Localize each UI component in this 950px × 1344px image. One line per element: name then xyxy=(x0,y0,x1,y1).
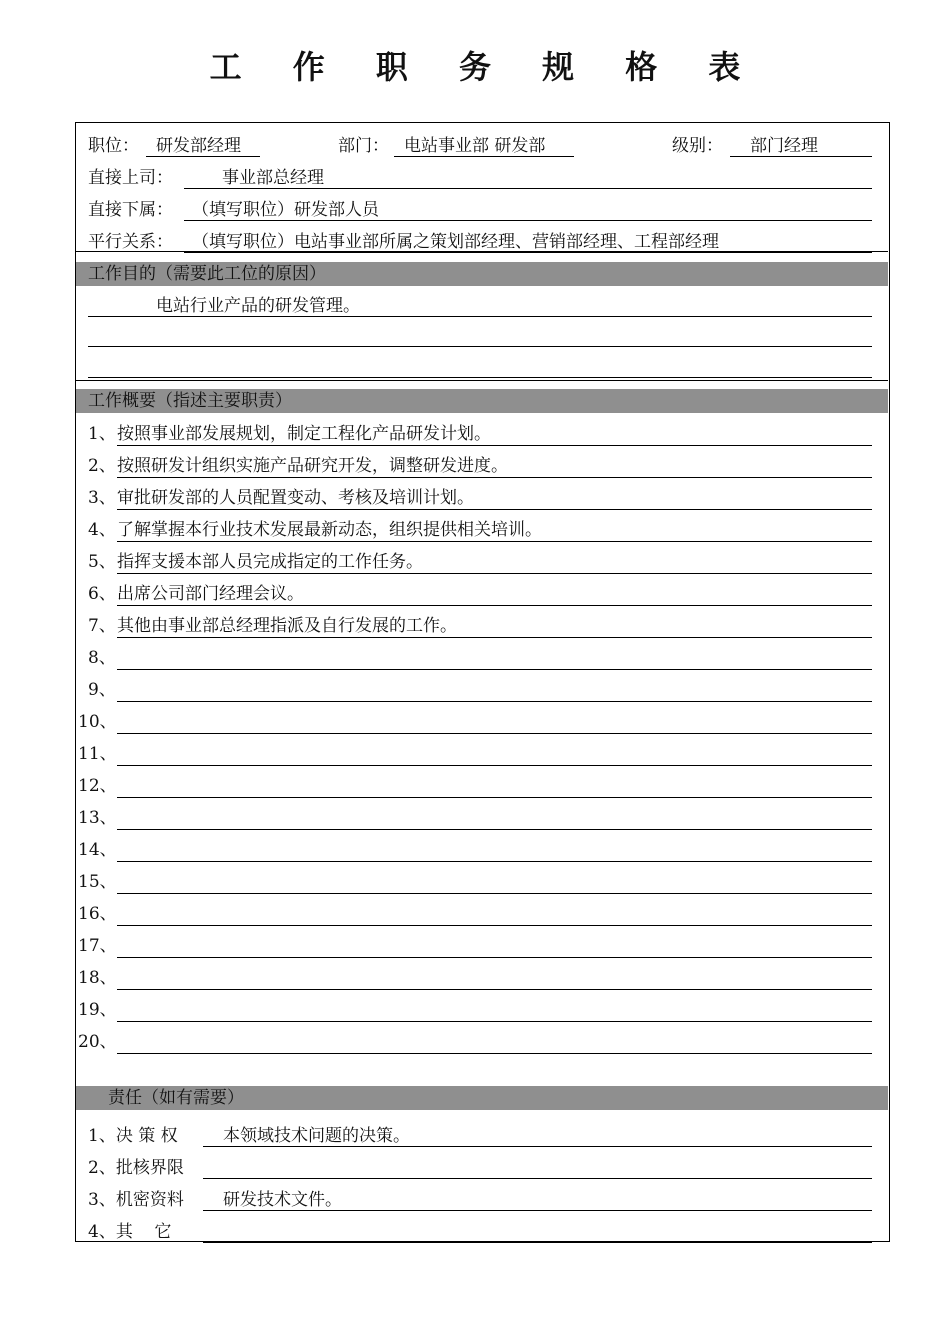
parallel-value[interactable]: （填写职位）电站事业部所属之策划部经理、营销部经理、工程部经理 xyxy=(184,229,872,253)
position-label: 职位： xyxy=(88,136,139,156)
summary-item-number: 9、 xyxy=(88,680,116,700)
summary-item-number: 19、 xyxy=(78,1000,117,1020)
summary-item-text[interactable] xyxy=(117,933,872,958)
form-frame xyxy=(75,122,890,1242)
responsibility-label: 1、决 策 权 xyxy=(88,1126,178,1146)
form-title: 工 作 职 务 规 格 表 xyxy=(209,48,761,86)
purpose-line xyxy=(88,345,872,347)
responsibility-label: 2、批核界限 xyxy=(88,1158,184,1178)
parallel-label: 平行关系： xyxy=(88,232,173,252)
superior-value[interactable]: 事业部总经理 xyxy=(184,165,872,189)
summary-item-number: 7、 xyxy=(88,616,116,636)
summary-item-number: 17、 xyxy=(78,936,117,956)
responsibility-value[interactable] xyxy=(203,1155,872,1179)
summary-item-number: 16、 xyxy=(78,904,117,924)
responsibility-heading: 责任（如有需要） xyxy=(76,1086,888,1110)
summary-item-text[interactable]: 其他由事业部总经理指派及自行发展的工作。 xyxy=(117,613,872,638)
summary-item-text[interactable] xyxy=(117,997,872,1022)
subordinate-value[interactable]: （填写职位）研发部人员 xyxy=(184,197,872,221)
level-value[interactable]: 部门经理 xyxy=(730,133,872,157)
purpose-heading: 工作目的（需要此工位的原因） xyxy=(76,262,888,286)
responsibility-value[interactable]: 研发技术文件。 xyxy=(203,1187,872,1211)
summary-item-text[interactable] xyxy=(117,901,872,926)
summary-item-text[interactable] xyxy=(117,741,872,766)
responsibility-value[interactable] xyxy=(203,1219,872,1243)
summary-item-number: 2、 xyxy=(88,456,116,476)
summary-item-text[interactable]: 出席公司部门经理会议。 xyxy=(117,581,872,606)
summary-item-text[interactable] xyxy=(117,869,872,894)
department-label: 部门： xyxy=(338,136,389,156)
summary-item-number: 3、 xyxy=(88,488,116,508)
department-value[interactable]: 电站事业部 研发部 xyxy=(394,133,574,157)
summary-item-number: 14、 xyxy=(78,840,117,860)
summary-item-text[interactable] xyxy=(117,805,872,830)
summary-item-text[interactable]: 审批研发部的人员配置变动、考核及培训计划。 xyxy=(117,485,872,510)
summary-item-text[interactable]: 按照事业部发展规划，制定工程化产品研发计划。 xyxy=(117,421,872,446)
summary-item-number: 20、 xyxy=(78,1032,117,1052)
summary-item-text[interactable] xyxy=(117,677,872,702)
responsibility-label: 4、其 它 xyxy=(88,1222,172,1242)
summary-item-number: 5、 xyxy=(88,552,116,572)
summary-item-number: 4、 xyxy=(88,520,116,540)
summary-item-number: 6、 xyxy=(88,584,116,604)
divider xyxy=(76,251,888,252)
summary-item-number: 12、 xyxy=(78,776,117,796)
summary-item-text[interactable]: 指挥支援本部人员完成指定的工作任务。 xyxy=(117,549,872,574)
summary-item-text[interactable] xyxy=(117,837,872,862)
summary-item-text[interactable]: 了解掌握本行业技术发展最新动态，组织提供相关培训。 xyxy=(117,517,872,542)
position-value[interactable]: 研发部经理 xyxy=(146,133,260,157)
purpose-line xyxy=(88,376,872,378)
summary-item-number: 11、 xyxy=(78,744,117,764)
summary-item-number: 13、 xyxy=(78,808,117,828)
summary-item-number: 10、 xyxy=(78,712,117,732)
responsibility-label: 3、机密资料 xyxy=(88,1190,184,1210)
summary-item-text[interactable] xyxy=(117,709,872,734)
responsibility-value[interactable]: 本领域技术问题的决策。 xyxy=(203,1123,872,1147)
summary-item-text[interactable] xyxy=(117,1029,872,1054)
summary-item-number: 1、 xyxy=(88,424,116,444)
summary-item-text[interactable] xyxy=(117,965,872,990)
summary-item-number: 8、 xyxy=(88,648,116,668)
summary-heading: 工作概要（指述主要职责） xyxy=(76,389,888,413)
purpose-text[interactable]: 电站行业产品的研发管理。 xyxy=(88,293,872,317)
level-label: 级别： xyxy=(672,136,723,156)
superior-label: 直接上司： xyxy=(88,168,173,188)
summary-item-text[interactable] xyxy=(117,773,872,798)
summary-item-text[interactable]: 按照研发计组织实施产品研究开发，调整研发进度。 xyxy=(117,453,872,478)
summary-item-text[interactable] xyxy=(117,645,872,670)
divider xyxy=(76,380,888,381)
subordinate-label: 直接下属： xyxy=(88,200,173,220)
summary-item-number: 15、 xyxy=(78,872,117,892)
summary-item-number: 18、 xyxy=(78,968,117,988)
